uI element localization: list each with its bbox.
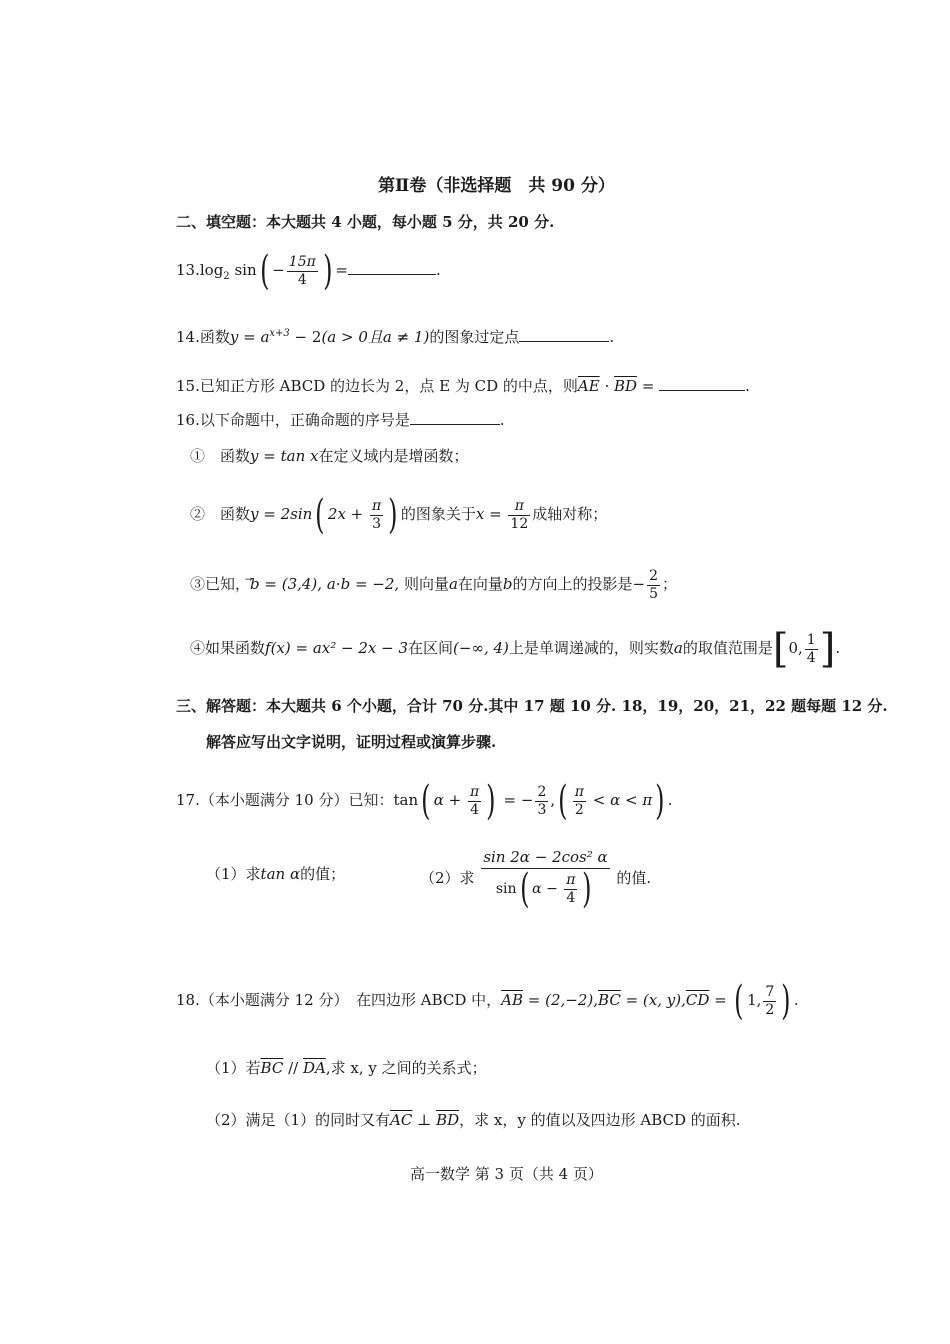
answer-blank-15 xyxy=(659,376,745,391)
section-title: 第Ⅱ卷（非选择题 共 90 分） xyxy=(378,176,615,196)
section2-header: 二、填空题：本大题共 4 小题，每小题 5 分，共 20 分. xyxy=(176,213,555,231)
section3-note: 解答应写出文字说明，证明过程或演算步骤. xyxy=(206,733,497,751)
question-17-part-2: （2）求 sin 2α − 2cos² α sin( α − $\frac{\pi}{4}$ ) 的值. xyxy=(420,848,652,912)
question-18-part-1: （1）若$\overline{BC} // \overline{DA}$,求 x, y 之间的关系式； xyxy=(206,1059,487,1077)
page-footer: 高一数学 第 3 页（共 4 页） xyxy=(410,1165,603,1183)
question-15: 15.已知正方形 ABCD 的边长为 2，点 E 为 CD 的中点，则$\overline{AE} \cdot \overline{BD}$ = . xyxy=(176,377,750,395)
question-16: 16.以下命题中，正确命题的序号是 . xyxy=(176,411,505,429)
proposition-3: ③已知，b = (3,4), a·b = −2, 则向量a在向量b的方向上的投影是− $\frac{2}{5}$ ； xyxy=(190,567,678,602)
question-18-part-2: （2）满足（1）的同时又有$\overline{AC}$ ⊥ $\overline{BD}$，求 x，y 的值以及四边形 ABCD 的面积. xyxy=(206,1111,741,1129)
answer-blank-16 xyxy=(410,410,500,425)
proposition-1: ① 函数y = tan x在定义域内是增函数； xyxy=(190,447,469,465)
question-17: 17.（本小题满分 10 分）已知：tan( α + $\frac{\pi}{4}$ ) = − $\frac{2}{3}$ ,( $\frac{\pi}{2}$ < α < π) . xyxy=(176,778,673,824)
question-17-part-1: （1）求tan α的值； xyxy=(206,865,346,883)
proposition-4: ④如果函数f(x) = ax² − 2x − 3在区间(−∞, 4)上是单调递减的，则实数a的取值范围是[0, $\frac{1}{4}$ ]. xyxy=(190,626,841,672)
section3-header: 三、解答题：本大题共 6 个小题，合计 70 分.其中 17 题 10 分. 18，19，20，21，22 题每题 12 分. xyxy=(176,697,888,715)
proposition-2: ② 函数y = 2sin( 2x + $\frac{\pi}{3}$ ) 的图象关于x = $\frac{\pi}{12}$ 成轴对称； xyxy=(190,492,608,538)
question-18: 18.（本小题满分 12 分） 在四边形 ABCD 中，$\overline{AB} = (2,-2),\overline{BC} = (x$, $y),\overline{CD}$ = ( 1, $\frac{7}{2}$ ) . xyxy=(176,978,799,1024)
answer-blank-14 xyxy=(519,327,609,342)
question-13: $13.\log_2$ sin( − $\frac{15\pi}{4}$ ) = . xyxy=(176,248,441,294)
question-14: 14.函数$y = a^{x+3} - 2(a > 0$且a ≠ 1)的图象过定点 . xyxy=(176,328,615,346)
answer-blank-13 xyxy=(348,260,436,275)
